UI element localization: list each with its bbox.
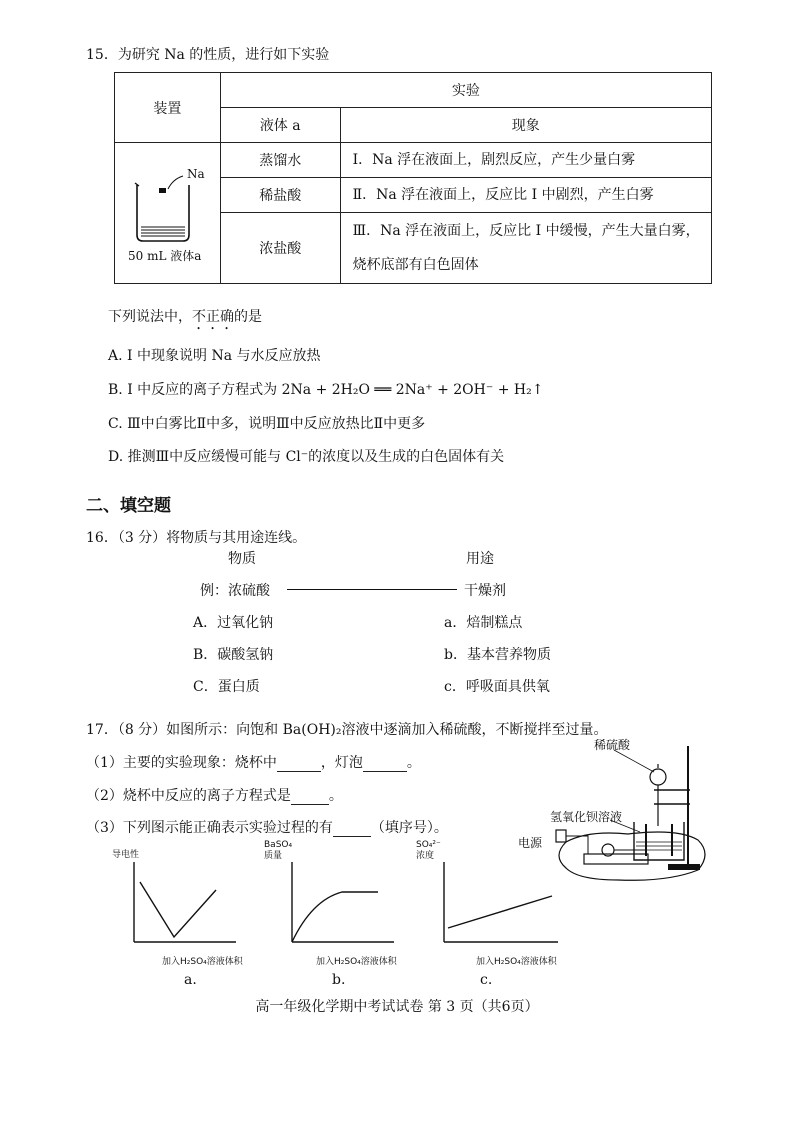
phenomenon-1: Ⅰ．Na 浮在液面上，剧烈反应，产生少量白雾 [340,143,711,178]
chart-c-xlabel: 加入H₂SO₄溶液体积 [476,957,557,967]
experiment-table [114,72,712,284]
phenomenon-2: Ⅱ．Na 浮在液面上，反应比 Ⅰ 中剧烈，产生白雾 [340,178,711,213]
section-title: 二、填空题 [86,496,171,516]
conductivity-apparatus [518,730,714,890]
phenomenon-3: Ⅲ．Na 浮在液面上，反应比 Ⅰ 中缓慢，产生大量白雾，烧杯底部有白色固体 [340,213,711,284]
example-connect-line [287,589,457,590]
chart-a [112,846,252,990]
chart-b-plot [282,860,402,960]
option-c: C. Ⅲ中白雾比Ⅱ中多，说明Ⅲ中反应放热比Ⅱ中更多 [108,416,426,432]
chart-c-caption: c. [480,972,493,988]
substance-a[interactable]: A．过氧化钠 [193,615,274,631]
power-label: 电源 [518,836,543,850]
chart-b-caption: b. [332,972,346,988]
stem-prefix: 下列说法中， [108,309,192,325]
chart-b-xlabel: 加入H₂SO₄溶液体积 [316,957,397,967]
chart-a-curve [140,882,216,937]
beaker-apparatus [115,143,221,284]
header-liquid: 液体 a [220,108,340,143]
liquid-2: 稀盐酸 [220,178,340,213]
option-d: D. 推测Ⅲ中反应缓慢可能与 Cl⁻的浓度以及生成的白色固体有关 [108,449,505,465]
question-16-title: 16．（3 分）将物质与其用途连线。 [86,530,307,546]
chart-b-curve [292,892,378,942]
option-a: A. Ⅰ 中现象说明 Na 与水反应放热 [108,348,321,364]
chart-c [416,840,572,990]
chart-c-curve [448,896,552,928]
question-15-stem [108,306,262,333]
example-substance: 例：浓硫酸 [200,583,270,599]
liquid-1: 蒸馏水 [220,143,340,178]
use-c[interactable]: c．呼吸面具供氧 [444,679,550,695]
answer-blank-equation[interactable] [291,788,329,805]
chart-a-ylabel: 导电性 [112,850,140,860]
use-header: 用途 [466,551,494,567]
answer-blank-bulb[interactable] [363,755,407,772]
sub-question-1: （1）主要的实验现象：烧杯中 ，灯泡 。 [86,755,421,771]
substance-c[interactable]: C．蛋白质 [193,679,260,695]
sub-question-2: （2）烧杯中反应的离子方程式是 。 [86,788,343,804]
acid-label: 稀硫酸 [594,738,631,752]
use-a[interactable]: a．焙制糕点 [444,615,523,631]
chart-a-plot [124,860,244,960]
substance-b[interactable]: B．碳酸氢钠 [193,647,274,663]
page-footer: 高一年级化学期中考试试卷 第 3 页（共6页） [255,999,539,1015]
question-15-title: 15．为研究 Na 的性质，进行如下实验 [86,47,330,63]
header-experiment: 实验 [220,73,711,108]
chart-a-xlabel: 加入H₂SO₄溶液体积 [162,957,243,967]
stem-suffix: 的是 [234,309,262,325]
header-phenomenon: 现象 [340,108,711,143]
substance-header: 物质 [228,551,256,567]
option-b: B. Ⅰ 中反应的离子方程式为 2Na + 2H₂O ══ 2Na⁺ + 2OH⁻ + H₂↑ [108,382,544,398]
chart-b-ylabel: BaSO₄ 质量 [264,840,293,861]
solution-label: 氢氧化钡溶液 [550,810,623,824]
chart-a-caption: a. [184,972,197,988]
answer-blank-beaker[interactable] [277,755,321,772]
chart-c-ylabel: SO₄²⁻ 浓度 [416,840,441,861]
chart-b [264,840,404,990]
liquid-3: 浓盐酸 [220,213,340,284]
stem-emphasis: 不正确 [192,309,234,325]
example-use: 干燥剂 [464,583,506,599]
use-b[interactable]: b．基本营养物质 [444,647,551,663]
beaker-caption: 50 mL 液体a [128,249,202,263]
header-apparatus: 装置 [115,73,221,143]
sub-question-3: （3）下列图示能正确表示实验过程的有 （填序号）。 [86,820,448,836]
answer-blank-choice[interactable] [333,820,371,837]
chart-c-plot [434,860,564,960]
question-17-title: 17．（8 分）如图所示：向饱和 Ba(OH)₂溶液中逐滴加入稀硫酸，不断搅拌至过量。 [86,722,608,738]
sodium-label: Na [187,167,205,181]
